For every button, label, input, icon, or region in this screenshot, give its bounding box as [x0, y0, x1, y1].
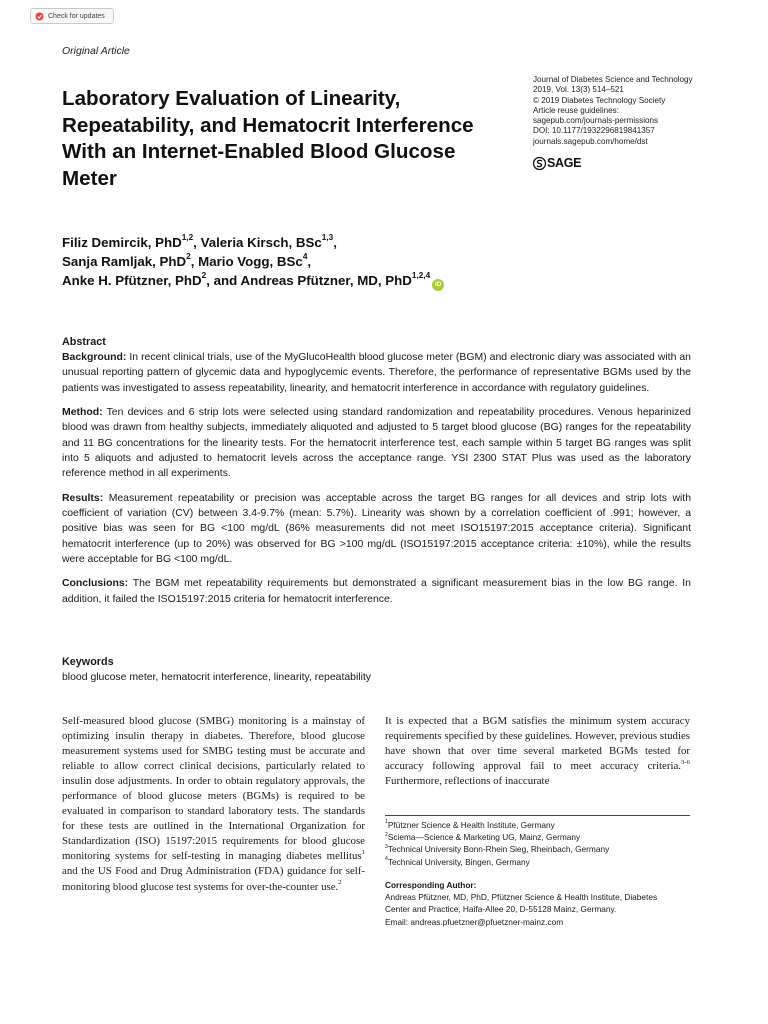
- author-name: Anke H. Pfützner, PhD: [62, 273, 202, 288]
- sage-logo-text: SAGE: [547, 156, 582, 170]
- corresponding-author-line: Andreas Pfützner, MD, PhD, Pfützner Science & Health Institute, Diabetes: [385, 892, 658, 903]
- background-label: Background:: [62, 352, 127, 363]
- affiliation-number: 2: [385, 831, 388, 838]
- doi[interactable]: DOI: 10.1177/1932296819841357: [533, 126, 655, 136]
- journal-name: Journal of Diabetes Science and Technology: [533, 75, 693, 84]
- body-text: It is expected that a BGM satisfies the minimum system accuracy requirements specified by these guidelines. However, previous studies have shown that over time several marketed BGMs tested for accuracy following approval fail to meet accuracy criteria.: [385, 715, 690, 773]
- body-text-right: [385, 714, 690, 789]
- author-affil-marker: 2: [201, 271, 207, 281]
- author-name: Andreas Pfützner, MD, PhD: [240, 273, 412, 288]
- abstract-background: [62, 350, 691, 396]
- affiliation: [385, 856, 705, 868]
- journal-info: [533, 75, 733, 147]
- affiliation: [385, 843, 705, 855]
- abstract-heading: Abstract: [62, 336, 106, 348]
- affiliations: [385, 819, 705, 868]
- reuse-link[interactable]: sagepub.com/journals-permissions: [533, 116, 659, 126]
- author-conjunction: and: [213, 273, 238, 288]
- method-label: Method:: [62, 407, 103, 419]
- citation[interactable]: 2: [338, 878, 342, 886]
- author-list: Filiz Demircik, PhD$^{1,2}$, Valeria Kirsch, BSc$^{1,3}$, Sanja Ramljak, PhD$^2$, Mario Vogg, BSc$^4$, Anke H. Pfützner, PhD$^2$, and Andreas Pfützner, MD, PhD$^{1,2,4}$iD: [62, 233, 522, 291]
- affiliation-number: 3: [385, 843, 388, 850]
- corresponding-author-line: Center and Practice, Haifa-Allee 20, D-55128 Mainz, Germany.: [385, 904, 617, 915]
- affiliation-number: 4: [385, 856, 388, 863]
- check-updates-icon: [35, 12, 44, 21]
- author-name: Filiz Demircik, PhD: [62, 235, 182, 250]
- sage-logo-icon: [533, 157, 546, 170]
- author-affil-marker: 4: [302, 252, 308, 262]
- reuse-guidelines: Article reuse guidelines:: [533, 105, 619, 115]
- author-affil-marker: 1,2: [181, 233, 194, 243]
- corresponding-author-label: Corresponding Author:: [385, 880, 477, 890]
- abstract-method: [62, 405, 691, 481]
- copyright: © 2019 Diabetes Technology Society: [533, 95, 666, 105]
- abstract-results: [62, 491, 691, 567]
- author-name: Sanja Ramljak, PhD: [62, 254, 187, 269]
- article-type: Original Article: [62, 45, 130, 57]
- conclusions-text: The BGM met repeatability requirements but demonstrated a significant measurement bias in the low BG range. In addition, it failed the ISO15197:2015 criteria for hematocrit interference.: [62, 578, 691, 605]
- abstract: [62, 335, 691, 616]
- check-updates-label: Check for updates: [48, 12, 105, 20]
- affiliation-text: Pfützner Science & Health Institute, Germany: [387, 820, 555, 830]
- footnote-divider: [385, 815, 690, 816]
- background-text: In recent clinical trials, use of the MyGlucoHealth blood glucose meter (BGM) and electronic diary was associated with an unusual reporting pattern of glycemic data and hypoglycemic events. Therefore, the performance of representative BGMs used by the patients was investigated to assess repeatability, linearity, and hematocrit interference in accordance with regulatory guidelines.: [62, 352, 691, 394]
- affiliation-text: Technical University Bonn-Rhein Sieg, Rheinbach, Germany: [387, 844, 610, 855]
- results-label: Results:: [62, 492, 104, 504]
- keywords: [62, 655, 691, 685]
- author-affil-marker: 1,2,4: [411, 271, 431, 281]
- author-affil-marker: 1,3: [321, 233, 334, 243]
- author-affil-marker: 2: [186, 252, 191, 262]
- body-text: and the US Food and Drug Administration (FDA) guidance for self-monitoring blood glucose test systems for over-the-counter use.: [62, 865, 365, 893]
- journal-volume: 2019, Vol. 13(3) 514–521: [533, 85, 624, 95]
- affiliation-text: Technical University, Bingen, Germany: [387, 856, 530, 867]
- keywords-text: blood glucose meter, hematocrit interference, linearity, repeatability: [62, 672, 372, 683]
- affiliation-number: 1: [385, 819, 388, 826]
- citation[interactable]: 1: [361, 848, 365, 856]
- method-text: Ten devices and 6 strip lots were selected using standard randomization and repeatability procedures. Venous heparinized blood was drawn from healthy subjects, immediately aliquoted and adjusted to 5 target blood glucose (BG) ranges for the repeatability and 11 BG concentrations for the linearity tests. For the hematocrit interference test, each sample within 5 target BG ranges was split into 5 aliquots and adjusted to hematocrit levels across the acceptance range. YSI 2300 STAT Plus was used as the laboratory reference method in all experiments.: [62, 407, 691, 480]
- affiliation: [385, 831, 705, 843]
- author-name: Valeria Kirsch, BSc: [200, 235, 322, 250]
- citation[interactable]: 3-6: [681, 758, 690, 766]
- journal-link[interactable]: journals.sagepub.com/home/dst: [533, 136, 648, 146]
- sage-logo: [533, 156, 581, 170]
- affiliation: [385, 819, 705, 831]
- orcid-icon[interactable]: iD: [432, 279, 444, 291]
- affiliation-text: Sciema—Science & Marketing UG, Mainz, Germany: [387, 832, 581, 843]
- check-for-updates-button[interactable]: [30, 8, 114, 24]
- corresponding-author-email[interactable]: Email: andreas.pfuetzner@pfuetzner-mainz.com: [385, 916, 564, 927]
- body-text-left: [62, 714, 365, 895]
- body-text: Furthermore, reflections of inaccurate: [385, 775, 550, 788]
- body-text: Self-measured blood glucose (SMBG) monitoring is a mainstay of optimizing insulin therapy in diabetes. Therefore, blood glucose measurement systems used for SMBG testing must be accurate and reliable to allow correct clinical decisions, particularly related to insulin dose adjustments. In order to obtain regulatory approvals, the performance of blood glucose meters (BGMs) is required to be evaluated in comparison to standard laboratory tests. The standards for these tests are outlined in the International Organization for Standardization (ISO) 15197:2015 requirements for blood glucose monitoring systems for self-testing in managing diabetes mellitus: [62, 715, 365, 863]
- article-title: Laboratory Evaluation of Linearity, Repeatability, and Hematocrit Interference With an Internet-Enabled Blood Glucose Meter: [62, 87, 474, 190]
- results-text: Measurement repeatability or precision was acceptable across the target BG ranges for all devices and strip lots with coefficient of variation (CV) between 3.4-9.7% (mean: 5.7%). Linearity was shown by a correlation coefficient of .991; however, a positive bias was seen for BG <100 mg/dL (86% measurements did not meet ISO15197:2015 acceptance criteria). Significant hematocrit interference (up to 20%) was observed for BG >100 mg/dL (ISO15197:2015 acceptance criteria: ±10%), while the results were acceptable for BG <100 mg/dL.: [62, 492, 692, 565]
- conclusions-label: Conclusions:: [62, 578, 129, 590]
- corresponding-author: [385, 879, 705, 928]
- keywords-heading: Keywords: [62, 656, 114, 668]
- abstract-conclusions: [62, 576, 691, 607]
- author-name: Mario Vogg, BSc: [198, 254, 303, 269]
